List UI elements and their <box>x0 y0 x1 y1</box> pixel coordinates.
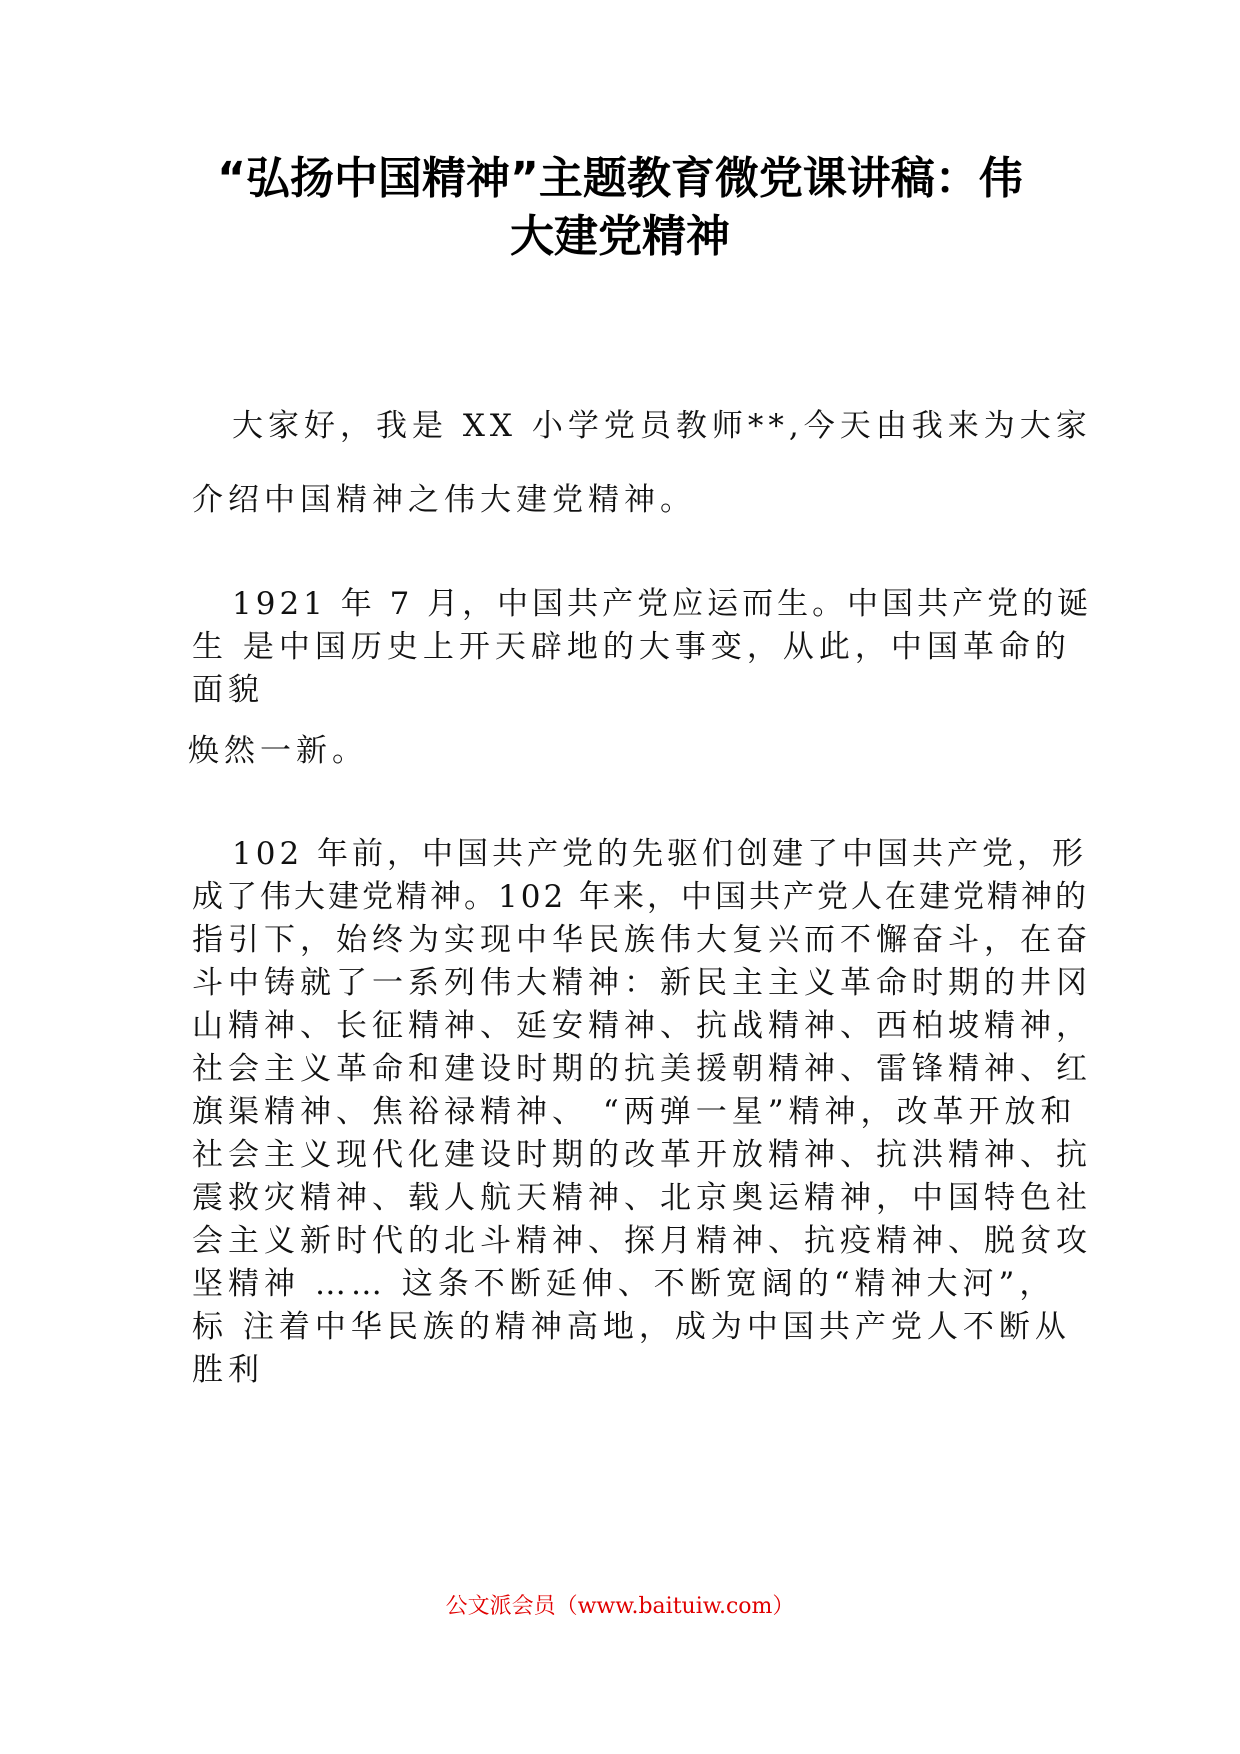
title-line: “弘扬中国精神”主题教育微党课讲稿：伟 <box>217 153 1023 204</box>
paragraph-line: 社会主义现代化建设时期的改革开放精神、抗洪精神、抗 <box>192 1137 1092 1173</box>
paragraph-line: 大家好，我是 XX 小学党员教师**,今天由我来为大家 <box>232 408 1092 444</box>
paragraph-line: 标 注着中华民族的精神高地，成为中国共产党人不断从 <box>192 1309 1071 1345</box>
paragraph-line: 生 是中国历史上开天辟地的大事变，从此，中国革命的 <box>192 629 1071 665</box>
footer-watermark: 公文派会员（www.baituiw.com） <box>445 1594 795 1619</box>
paragraph-line: 旗渠精神、焦裕禄精神、 “两弹一星”精神，改革开放和 <box>192 1094 1077 1130</box>
paragraph-line: 102 年前，中国共产党的先驱们创建了中国共产党，形 <box>232 836 1088 872</box>
paragraph-line: 介绍中国精神之伟大建党精神。 <box>192 482 696 518</box>
paragraph-line: 会主义新时代的北斗精神、探月精神、抗疫精神、脱贫攻 <box>192 1223 1092 1259</box>
paragraph-line: 焕然一新。 <box>188 733 368 769</box>
paragraph-line: 社会主义革命和建设时期的抗美援朝精神、雷锋精神、红 <box>192 1051 1092 1087</box>
paragraph-line: 斗中铸就了一系列伟大精神：新民主主义革命时期的井冈 <box>192 965 1092 1001</box>
paragraph-line: 胜利 <box>192 1352 264 1388</box>
paragraph-line: 震救灾精神、载人航天精神、北京奥运精神，中国特色社 <box>192 1180 1092 1216</box>
paragraph-line: 成了伟大建党精神。102 年来，中国共产党人在建党精神的 <box>192 879 1090 915</box>
paragraph-line: 指引下，始终为实现中华民族伟大复兴而不懈奋斗，在奋 <box>192 922 1092 958</box>
document-title <box>170 150 1070 266</box>
paragraph-line: 坚精神 …… 这条不断延伸、不断宽阔的“精神大河”， <box>192 1266 1056 1302</box>
paragraph-line: 山精神、长征精神、延安精神、抗战精神、西柏坡精神， <box>192 1008 1092 1044</box>
paragraph-line: 1921 年 7 月，中国共产党应运而生。中国共产党的诞 <box>232 586 1093 622</box>
paragraph-line: 面貌 <box>192 672 264 708</box>
title-line: 大建党精神 <box>510 211 730 262</box>
